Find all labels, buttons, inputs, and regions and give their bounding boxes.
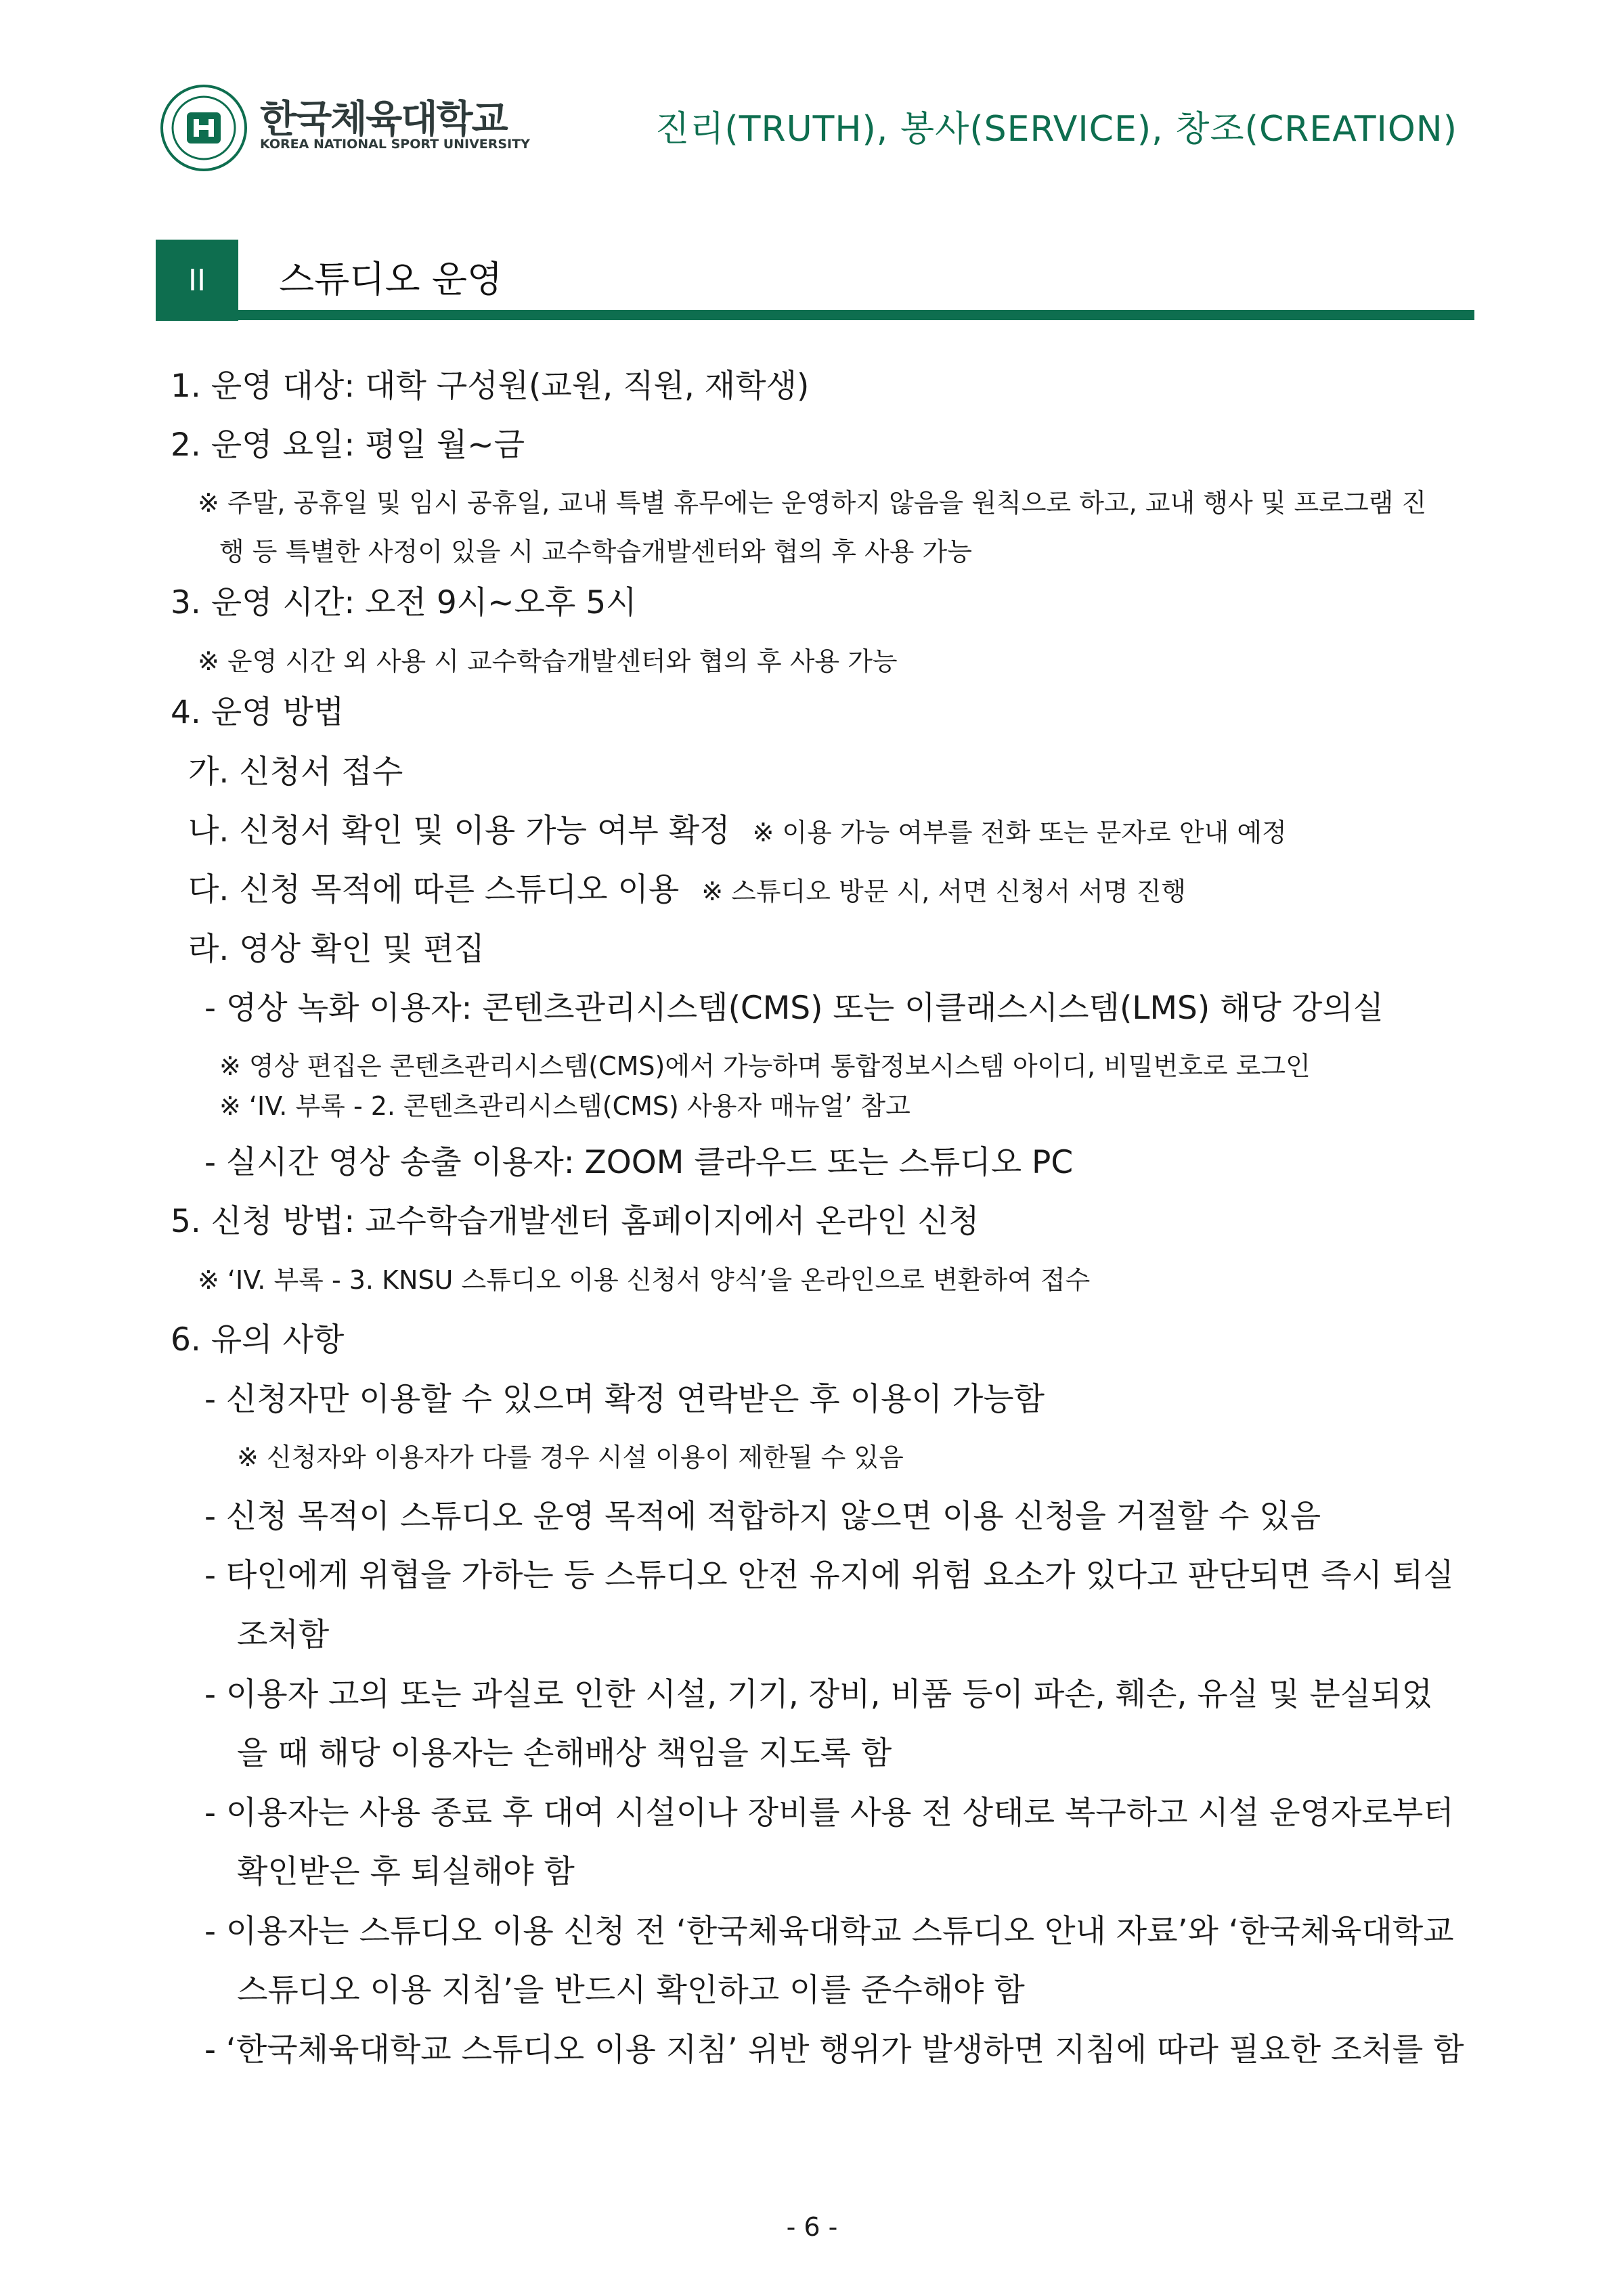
note-cms-manual: ※ ‘IV. 부록 - 2. 콘텐츠관리시스템(CMS) 사용자 매뉴얼’ 참고	[219, 1091, 910, 1121]
notice-3-line2: 조처함	[237, 1616, 330, 1654]
notice-5-line2: 확인받은 후 퇴실해야 함	[237, 1853, 575, 1891]
university-logo	[160, 84, 530, 172]
note-hours: ※ 운영 시간 외 사용 시 교수학습개발센터와 협의 후 사용 가능	[198, 646, 898, 676]
section-number: II	[188, 263, 206, 298]
notice-1: - 신청자만 이용할 수 있으며 확정 연락받은 후 이용이 가능함	[204, 1381, 1045, 1418]
item-notice: 6. 유의 사항	[171, 1321, 345, 1359]
university-motto: 진리(TRUTH), 봉사(SERVICE), 창조(CREATION)	[655, 109, 1457, 150]
note-days-b: 행 등 특별한 사정이 있을 시 교수학습개발센터와 협의 후 사용 가능	[219, 537, 972, 567]
logo-korean-text: 한국체육대학교	[260, 97, 507, 141]
notice-1-note: ※ 신청자와 이용자가 다를 경우 시설 이용이 제한될 수 있음	[237, 1442, 904, 1472]
item-apply: 5. 신청 방법: 교수학습개발센터 홈페이지에서 온라인 신청	[171, 1203, 980, 1240]
method-step-a: 가. 신청서 접수	[188, 753, 403, 791]
section-title: 스튜디오 운영	[279, 258, 503, 301]
method-step-c-text: 다. 신청 목적에 따른 스튜디오 이용	[188, 871, 680, 908]
notice-2: - 신청 목적이 스튜디오 운영 목적에 적합하지 않으면 이용 신청을 거절할 수 있음	[204, 1498, 1321, 1535]
notice-7: - ‘한국체육대학교 스튜디오 이용 지침’ 위반 행위가 발생하면 지침에 따라 필요한 조처를 함	[204, 2031, 1464, 2069]
item-days: 2. 운영 요일: 평일 월~금	[171, 426, 525, 464]
page-number: - 6 -	[786, 2212, 838, 2242]
notice-5-line1: - 이용자는 사용 종료 후 대여 시설이나 장비를 사용 전 상태로 복구하고 시설 운영자로부터	[204, 1794, 1454, 1832]
notice-6-line2: 스튜디오 이용 지침’을 반드시 확인하고 이를 준수해야 함	[237, 1972, 1025, 2009]
item-hours: 3. 운영 시간: 오전 9시~오후 5시	[171, 584, 637, 621]
notice-6-line1: - 이용자는 스튜디오 이용 신청 전 ‘한국체육대학교 스튜디오 안내 자료’와 ‘한국체육대학교	[204, 1913, 1454, 1950]
method-step-d-recording: - 영상 녹화 이용자: 콘텐츠관리시스템(CMS) 또는 이클래스시스템(LMS) 해당 강의실	[204, 990, 1384, 1027]
method-step-b-note: ※ 이용 가능 여부를 전화 또는 문자로 안내 예정	[752, 818, 1287, 847]
method-step-b-text: 나. 신청서 확인 및 이용 가능 여부 확정	[188, 812, 730, 849]
note-days-a: ※ 주말, 공휴일 및 임시 공휴일, 교내 특별 휴무에는 운영하지 않음을 원칙으로 하고, 교내 행사 및 프로그램 진	[198, 488, 1427, 518]
method-step-c	[188, 864, 1186, 910]
method-step-d-streaming: - 실시간 영상 송출 이용자: ZOOM 클라우드 또는 스튜디오 PC	[204, 1144, 1074, 1181]
university-emblem-icon	[160, 84, 248, 172]
method-step-b	[188, 805, 1287, 851]
method-step-c-note: ※ 스튜디오 방문 시, 서면 신청서 서명 진행	[701, 877, 1187, 906]
note-apply: ※ ‘IV. 부록 - 3. KNSU 스튜디오 이용 신청서 양식’을 온라인으로 변환하여 접수	[198, 1265, 1091, 1295]
section-divider	[238, 310, 1474, 320]
notice-4-line1: - 이용자 고의 또는 과실로 인한 시설, 기기, 장비, 비품 등이 파손, 훼손, 유실 및 분실되었	[204, 1676, 1433, 1713]
notice-4-line2: 을 때 해당 이용자는 손해배상 책임을 지도록 함	[237, 1735, 892, 1772]
note-cms-edit: ※ 영상 편집은 콘텐츠관리시스템(CMS)에서 가능하며 통합정보시스템 아이디, 비밀번호로 로그인	[219, 1051, 1311, 1081]
logo-english-text: KOREA NATIONAL SPORT UNIVERSITY	[260, 137, 530, 152]
section-number-badge	[156, 240, 238, 321]
method-step-d: 라. 영상 확인 및 편집	[188, 931, 485, 968]
item-method: 4. 운영 방법	[171, 694, 345, 731]
notice-3-line1: - 타인에게 위협을 가하는 등 스튜디오 안전 유지에 위험 요소가 있다고 판단되면 즉시 퇴실	[204, 1557, 1454, 1594]
item-target: 1. 운영 대상: 대학 구성원(교원, 직원, 재학생)	[171, 368, 810, 405]
